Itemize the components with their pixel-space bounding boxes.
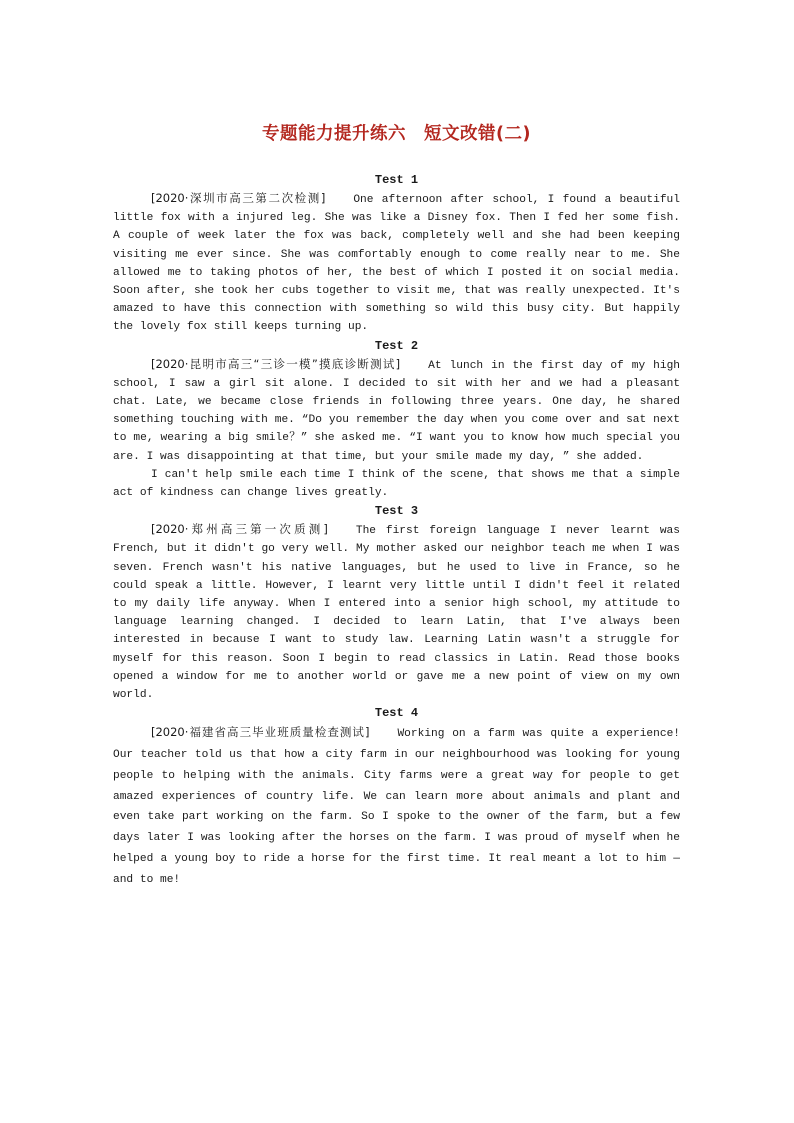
- test-3-text: The first foreign language I never learnt was French, but it didn't go very well. My mother asked our neighbor teach me when I was seven. French wasn't his native languages, but he used to live in France, so he could speak a little. However, I learnt very little until I didn't feel it related to my daily life anyway. When I entered into a senior high school, my attitude to language learning changed. I decided to learn Latin, that I've always been interested in because I want to study law. Learning Latin wasn't a struggle for myself for this reason. Soon I begin to read classics in Latin. Read those books opened a window for me to another world or gave me a new point of view on my own world.: [113, 525, 680, 702]
- test-1-heading: Test 1: [374, 173, 419, 187]
- page-title: 专题能力提升练六 短文改错(二): [262, 124, 531, 144]
- test-4-section: [113, 704, 680, 890]
- test-2-source: [2020·昆明市高三“三诊一模”摸底诊断测试]: [151, 356, 401, 371]
- test-4-heading: Test 4: [374, 706, 419, 721]
- test-1-paragraph: [113, 189, 680, 337]
- test-2-paragraph-2: I can't help smile each time I think of the scene, that shows me that a simple act of kindness can change lives greatly.: [113, 468, 680, 500]
- test-4-source: [2020·福建省高三毕业班质量检查测试]: [151, 725, 370, 740]
- test-2-paragraph: [113, 355, 680, 466]
- test-2-heading: Test 2: [374, 338, 419, 353]
- test-1-text: One afternoon after school, I found a beautiful little fox with a injured leg. She was like a Disney fox. Then I fed her some fish. A couple of week later the fox was back, completely well and she had been keeping visiting me ever since. She was comfortably enough to come really near to me. She allowed me to taking photos of her, the best of which I posted it on social media. Soon after, she took her cubs together to visit me, that was really unexpected. It's amazed to have this connection with something so wild this busy city. But happily the lovely fox still keeps turning up.: [113, 194, 680, 334]
- test-1-section: [113, 171, 680, 337]
- test-4-paragraph: [113, 722, 680, 890]
- test-2-section: [113, 337, 680, 503]
- test-3-paragraph: [113, 520, 680, 704]
- test-4-text: Working on a farm was quite a experience! Our teacher told us that how a city farm in our neighbourhood was looking for young people to helping with the animals. City farms were a great way for people to get amazed experiences of country life. We can learn more about animals and plant and even take part working on the farm. So I spoke to the owner of the farm, but a few days later I was looking after the horses on the farm. I was proud of myself when he helped a young boy to ride a horse for the first time. It real meant a lot to him — and to me!: [113, 728, 680, 886]
- test-1-source: [2020·深圳市高三第二次检测]: [151, 191, 326, 205]
- test-3-source: [2020·郑州高三第一次质测]: [151, 522, 328, 537]
- document-page: [113, 120, 680, 891]
- test-3-section: [113, 502, 680, 704]
- test-2-text: At lunch in the first day of my high school, I saw a girl sit alone. I decided to sit with her and we had a pleasant chat. Late, we became close friends in following three years. One day, he shared something touching with me. “Do you remember the day when you come over and sat next to me, wearing a big smile？” she asked me. “I want you to know how much special you are. I was disappointing at that time, but your smile made my day, ” she added.: [113, 359, 680, 463]
- test-3-heading: Test 3: [374, 504, 419, 519]
